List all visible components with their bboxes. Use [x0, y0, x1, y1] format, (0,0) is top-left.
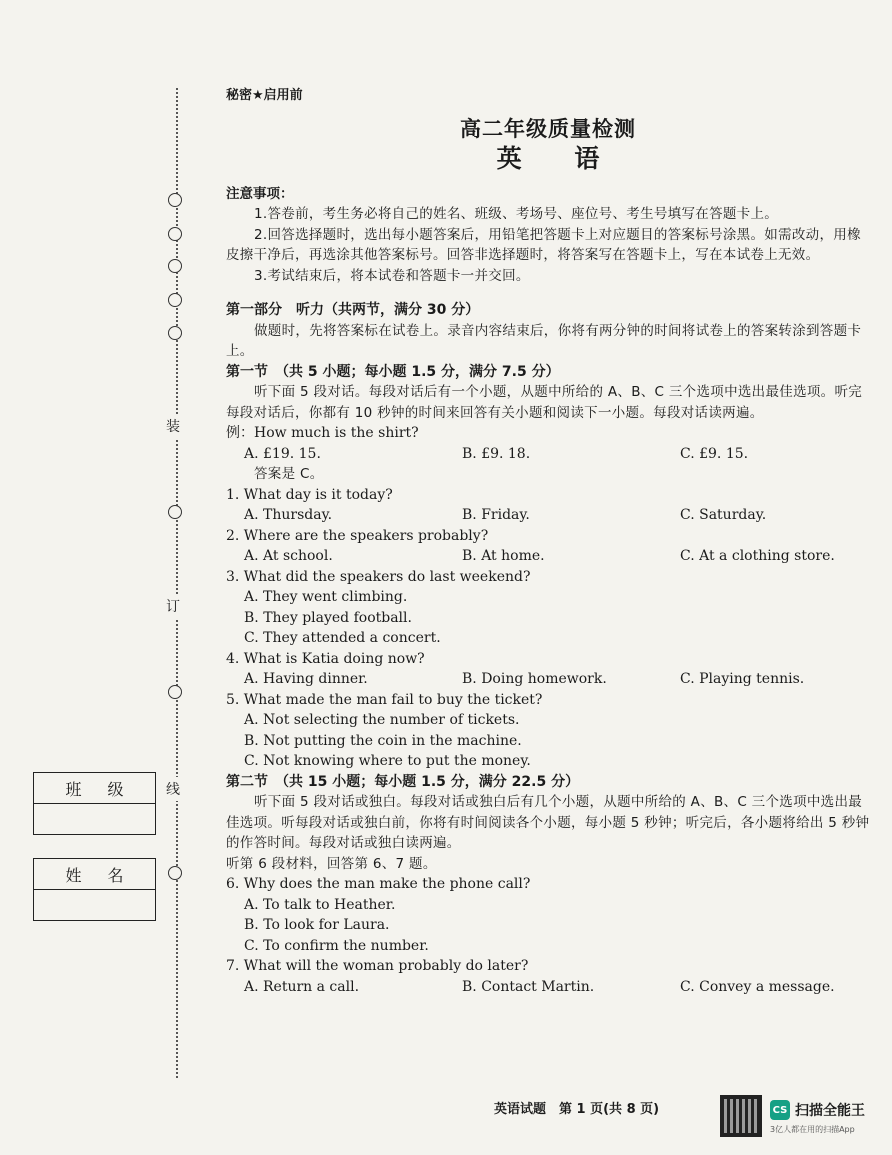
question-7-options — [226, 977, 870, 998]
option: B. Friday. — [462, 507, 530, 523]
option: A. Return a call. — [244, 978, 360, 995]
notice-heading: 注意事项： — [226, 185, 294, 202]
binding-hole — [168, 326, 182, 340]
option: B. Doing homework. — [462, 671, 607, 687]
option: C. Convey a message. — [680, 978, 835, 995]
binding-hole — [168, 505, 182, 519]
binding-hole — [168, 293, 182, 307]
subject-title: 英 语 — [496, 144, 622, 173]
binding-hole — [168, 866, 182, 880]
question-7: 7. What will the woman probably do later? — [226, 958, 529, 974]
option: A. To talk to Heather. — [244, 896, 396, 913]
name-label: 姓名 — [34, 859, 155, 890]
question-1-options — [226, 505, 870, 526]
exam-content — [226, 86, 870, 997]
question-1: 1. What day is it today? — [226, 486, 393, 503]
name-field[interactable] — [34, 890, 155, 920]
class-field[interactable] — [34, 804, 155, 834]
option: C. They attended a concert. — [244, 630, 441, 646]
option: B. £9. 18. — [462, 445, 531, 462]
question-4: 4. What is Katia doing now? — [226, 650, 425, 667]
option: C. Playing tennis. — [680, 671, 805, 687]
option: C. At a clothing store. — [680, 548, 835, 564]
example-options — [226, 444, 870, 465]
qr-code-icon — [720, 1095, 762, 1137]
notice-item: 3.考试结束后，将本试卷和答题卡一并交回。 — [254, 267, 530, 284]
class-box — [33, 772, 156, 835]
question-2: 2. Where are the speakers probably? — [226, 527, 489, 544]
option: C. Not knowing where to put the money. — [244, 753, 531, 769]
option: A. Having dinner. — [244, 671, 368, 687]
option: A. They went climbing. — [244, 589, 408, 605]
secret-mark: 秘密★启用前 — [226, 88, 303, 103]
part1-heading: 第一部分 听力（共两节，满分 30 分） — [226, 302, 480, 318]
page-footer: 英语试题 第 1 页(共 8 页) — [494, 1102, 660, 1117]
section2-intro: 听下面 5 段对话或独白。每段对话或独白后有几个小题，从题中所给的 A、B、C 三个选项中选出最佳选项。听每段对话或独白前，你将有时间阅读各个小题，每小题 5 秒钟；听完后，各小题将给出 5 秒钟的作答时间。每段对话或独白读两遍。 — [226, 794, 870, 851]
binding-hole — [168, 685, 182, 699]
exam-title: 高二年级质量检测 — [460, 116, 636, 141]
option: B. To look for Laura. — [244, 917, 390, 933]
scanner-app-name: 扫描全能王 — [795, 1103, 865, 1119]
option: B. Not putting the coin in the machine. — [244, 732, 522, 749]
binding-char-ding: 订 — [166, 594, 180, 618]
binding-char-zhuang: 装 — [166, 414, 180, 438]
question-4-options — [226, 669, 870, 690]
option: C. £9. 15. — [680, 445, 749, 462]
binding-hole — [168, 227, 182, 241]
example-answer: 答案是 C。 — [254, 466, 324, 482]
binding-hole — [168, 259, 182, 273]
example-question: 例：How much is the shirt? — [226, 425, 419, 441]
name-box — [33, 858, 156, 921]
material-instruction: 听第 6 段材料，回答第 6、7 题。 — [226, 855, 437, 872]
question-3: 3. What did the speakers do last weekend? — [226, 568, 531, 585]
question-6: 6. Why does the man make the phone call? — [226, 876, 531, 892]
option: C. Saturday. — [680, 507, 767, 523]
option: A. At school. — [244, 548, 333, 564]
option: A. Not selecting the number of tickets. — [244, 712, 520, 728]
section2-heading: 第二节 （共 15 小题；每小题 1.5 分，满分 22.5 分） — [226, 773, 580, 790]
question-5: 5. What made the man fail to buy the ticket? — [226, 691, 543, 708]
section1-intro: 听下面 5 段对话。每段对话后有一个小题，从题中所给的 A、B、C 三个选项中选出最佳选项。听完每段对话后，你都有 10 秒钟的时间来回答有关小题和阅读下一小题。每段对话读两遍。 — [226, 384, 863, 421]
option: B. At home. — [462, 548, 545, 564]
option: B. Contact Martin. — [462, 978, 595, 995]
notice-item: 1.答卷前，考生务必将自己的姓名、班级、考场号、座位号、考生号填写在答题卡上。 — [254, 206, 779, 222]
class-label: 班级 — [34, 773, 155, 804]
section1-heading: 第一节 （共 5 小题；每小题 1.5 分，满分 7.5 分） — [226, 363, 560, 380]
scanner-tagline: 3亿人都在用的扫描App — [770, 1125, 855, 1134]
binding-hole — [168, 193, 182, 207]
option: A. £19. 15. — [244, 445, 321, 462]
camscanner-logo-icon: CS — [770, 1100, 790, 1120]
option: A. Thursday. — [244, 507, 333, 523]
binding-char-xian: 线 — [166, 777, 180, 801]
option: C. To confirm the number. — [244, 937, 429, 954]
option: B. They played football. — [244, 609, 412, 626]
part1-intro: 做题时，先将答案标在试卷上。录音内容结束后，你将有两分钟的时间将试卷上的答案转涂到答题卡上。 — [226, 322, 862, 359]
notice-item: 2.回答选择题时，选出每小题答案后，用铅笔把答题卡上对应题目的答案标号涂黑。如需改动，用橡皮擦干净后，再选涂其他答案标号。回答非选择题时，将答案写在答题卡上，写在本试卷上无效。 — [226, 226, 861, 263]
question-2-options — [226, 546, 870, 567]
